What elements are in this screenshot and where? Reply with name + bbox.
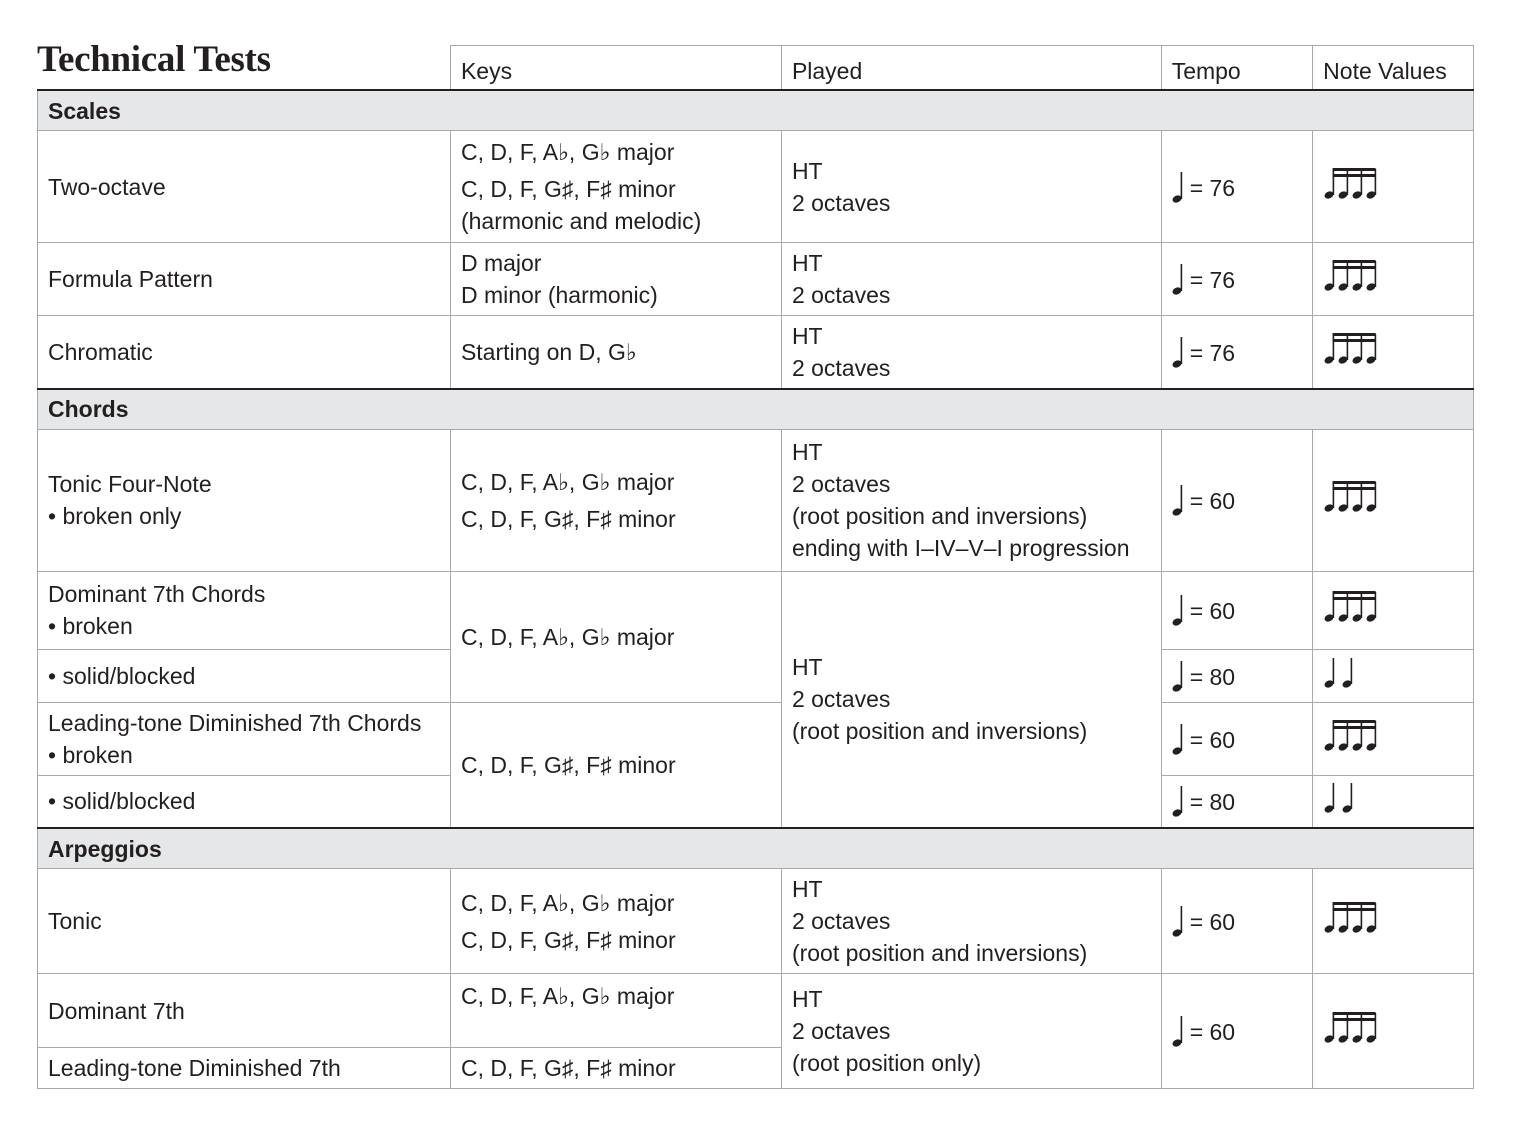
quarter-notes-icon bbox=[1323, 779, 1363, 823]
test-name: Leading-tone Diminished 7th bbox=[38, 1048, 451, 1089]
quarter-note-icon bbox=[1172, 593, 1184, 627]
tempo-value: = 60 bbox=[1189, 909, 1236, 935]
played-cell bbox=[781, 316, 1161, 389]
header-note-values: Note Values bbox=[1313, 46, 1474, 91]
section-label: Scales bbox=[38, 90, 1474, 131]
keys-cell bbox=[450, 131, 781, 243]
played-line: (root position only) bbox=[791, 1050, 982, 1076]
note-values-cell bbox=[1313, 429, 1474, 571]
keys-cell: C, D, F, A♭, G♭ major bbox=[450, 571, 781, 702]
tempo-value: = 60 bbox=[1189, 726, 1236, 753]
note-values-cell bbox=[1313, 702, 1474, 775]
tempo-cell bbox=[1161, 131, 1312, 243]
keys-line: D major bbox=[460, 250, 542, 276]
tempo-value: = 76 bbox=[1189, 267, 1236, 293]
tempo-cell bbox=[1161, 243, 1312, 316]
tempo-value: = 60 bbox=[1189, 488, 1236, 514]
quarter-note-icon bbox=[1172, 483, 1184, 517]
tempo-cell bbox=[1161, 974, 1312, 1089]
test-sub: • broken only bbox=[48, 503, 182, 529]
note-values-cell bbox=[1313, 869, 1474, 974]
quarter-note-icon bbox=[1172, 262, 1184, 296]
test-name-cell bbox=[38, 571, 451, 649]
keys-line: C, D, F, G♯, F♯ minor bbox=[460, 505, 676, 532]
keys-line: D minor (harmonic) bbox=[460, 282, 658, 308]
played-line: 2 octaves bbox=[791, 471, 891, 497]
keys-cell bbox=[450, 869, 781, 974]
tempo-value: = 76 bbox=[1189, 339, 1236, 366]
keys-cell bbox=[450, 429, 781, 571]
played-line: 2 octaves bbox=[791, 282, 891, 308]
page-title: Technical Tests bbox=[37, 39, 271, 80]
tempo-cell bbox=[1161, 429, 1312, 571]
keys-line: C, D, F, G♯, F♯ minor (harmonic and melodic) bbox=[460, 176, 702, 234]
tempo-cell bbox=[1161, 649, 1312, 702]
sixteenth-notes-icon bbox=[1323, 588, 1387, 632]
played-line: HT bbox=[791, 439, 823, 465]
keys-cell: C, D, F, G♯, F♯ minor bbox=[450, 702, 781, 828]
header-keys: Keys bbox=[450, 46, 781, 91]
table-row bbox=[38, 571, 1474, 649]
played-line: HT bbox=[791, 157, 823, 184]
tempo-value: = 76 bbox=[1189, 174, 1236, 201]
table-row bbox=[38, 243, 1474, 316]
header-blank bbox=[38, 46, 451, 91]
played-line: 2 octaves bbox=[791, 908, 891, 934]
played-cell bbox=[781, 131, 1161, 243]
played-line: 2 octaves bbox=[791, 686, 891, 713]
tempo-cell bbox=[1161, 571, 1312, 649]
played-line: HT bbox=[791, 876, 823, 902]
keys-line: C, D, F, A♭, G♭ major bbox=[460, 468, 675, 495]
note-values-cell bbox=[1313, 316, 1474, 389]
played-line: ending with I–IV–V–I progression bbox=[791, 535, 1130, 561]
test-name: Dominant 7th bbox=[38, 974, 451, 1048]
quarter-note-icon bbox=[1172, 170, 1184, 204]
test-name: Tonic bbox=[38, 869, 451, 974]
quarter-note-icon bbox=[1172, 335, 1184, 369]
sixteenth-notes-icon bbox=[1323, 257, 1387, 301]
tempo-cell bbox=[1161, 316, 1312, 389]
keys-line: Starting on D, G♭ bbox=[460, 338, 637, 365]
played-cell bbox=[781, 243, 1161, 316]
quarter-notes-icon bbox=[1323, 654, 1363, 698]
technical-tests-table bbox=[37, 45, 1474, 1089]
quarter-note-icon bbox=[1172, 904, 1184, 938]
note-values-cell bbox=[1313, 131, 1474, 243]
note-values-cell bbox=[1313, 571, 1474, 649]
header-row bbox=[38, 46, 1474, 91]
header-tempo: Tempo bbox=[1161, 46, 1312, 91]
note-values-cell bbox=[1313, 649, 1474, 702]
tempo-cell bbox=[1161, 775, 1312, 828]
section-chords bbox=[38, 389, 1474, 430]
section-label: Chords bbox=[38, 389, 1474, 430]
played-line: HT bbox=[791, 654, 823, 681]
played-line: (root position and inversions) bbox=[791, 940, 1088, 966]
tempo-cell bbox=[1161, 869, 1312, 974]
quarter-note-icon bbox=[1172, 722, 1184, 756]
table-row bbox=[38, 974, 1474, 1048]
test-name-cell bbox=[38, 702, 451, 775]
tempo-value: = 80 bbox=[1189, 789, 1236, 816]
keys-line: C, D, F, A♭, G♭ major bbox=[460, 889, 675, 916]
played-line: HT bbox=[791, 986, 823, 1012]
test-sub: • solid/blocked bbox=[38, 649, 451, 702]
section-scales bbox=[38, 90, 1474, 131]
keys-cell: C, D, F, G♯, F♯ minor bbox=[450, 1048, 781, 1089]
played-cell bbox=[781, 571, 1161, 828]
played-line: 2 octaves bbox=[791, 1018, 891, 1044]
keys-line: C, D, F, G♯, F♯ minor bbox=[460, 926, 676, 953]
keys-cell bbox=[450, 243, 781, 316]
played-line: (root position and inversions) bbox=[791, 718, 1088, 745]
tempo-value: = 60 bbox=[1189, 1019, 1236, 1045]
sixteenth-notes-icon bbox=[1323, 1009, 1387, 1053]
note-values-cell bbox=[1313, 775, 1474, 828]
table-row bbox=[38, 869, 1474, 974]
keys-cell: C, D, F, A♭, G♭ major bbox=[450, 974, 781, 1048]
table-row bbox=[38, 429, 1474, 571]
section-label: Arpeggios bbox=[38, 828, 1474, 869]
played-line: HT bbox=[791, 322, 823, 349]
sixteenth-notes-icon bbox=[1323, 717, 1387, 761]
played-cell bbox=[781, 974, 1161, 1089]
sixteenth-notes-icon bbox=[1323, 330, 1387, 374]
quarter-note-icon bbox=[1172, 659, 1184, 693]
played-line: HT bbox=[791, 250, 823, 276]
quarter-note-icon bbox=[1172, 784, 1184, 818]
test-name: Formula Pattern bbox=[38, 243, 451, 316]
tempo-cell bbox=[1161, 702, 1312, 775]
header-played: Played bbox=[781, 46, 1161, 91]
table-row bbox=[38, 316, 1474, 389]
keys-cell bbox=[450, 316, 781, 389]
table-row bbox=[38, 702, 1474, 775]
section-arpeggios bbox=[38, 828, 1474, 869]
sixteenth-notes-icon bbox=[1323, 165, 1387, 209]
tempo-value: = 60 bbox=[1189, 598, 1236, 624]
test-sub: • solid/blocked bbox=[38, 775, 451, 828]
played-line: 2 octaves bbox=[791, 189, 891, 216]
test-sub: • broken bbox=[48, 613, 133, 639]
quarter-note-icon bbox=[1172, 1014, 1184, 1048]
note-values-cell bbox=[1313, 243, 1474, 316]
tempo-value: = 80 bbox=[1189, 663, 1236, 690]
test-name: Two-octave bbox=[38, 131, 451, 243]
played-line: (root position and inversions) bbox=[791, 503, 1088, 529]
keys-line: C, D, F, A♭, G♭ major bbox=[460, 139, 675, 165]
test-name: Tonic Four-Note bbox=[48, 471, 212, 497]
test-name: Dominant 7th Chords bbox=[48, 581, 266, 607]
sixteenth-notes-icon bbox=[1323, 899, 1387, 943]
played-line: 2 octaves bbox=[791, 354, 891, 381]
test-name-cell bbox=[38, 429, 451, 571]
test-name: Chromatic bbox=[38, 316, 451, 389]
test-name: Leading-tone Diminished 7th Chords bbox=[48, 709, 422, 736]
note-values-cell bbox=[1313, 974, 1474, 1089]
test-sub: • broken bbox=[48, 741, 133, 768]
table-row bbox=[38, 131, 1474, 243]
sixteenth-notes-icon bbox=[1323, 478, 1387, 522]
played-cell bbox=[781, 869, 1161, 974]
played-cell bbox=[781, 429, 1161, 571]
